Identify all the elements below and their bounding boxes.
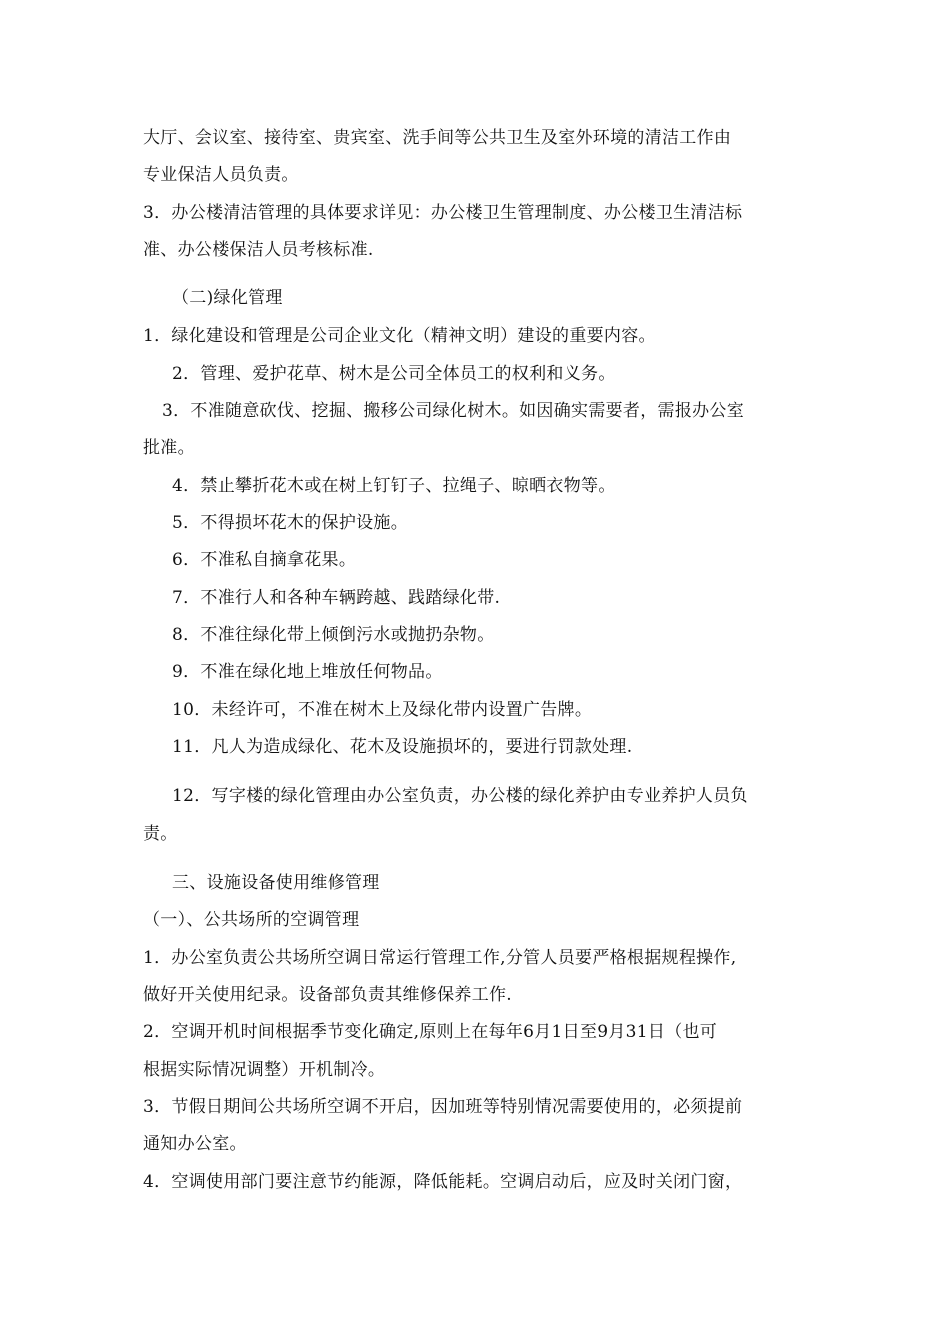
text-line: 专业保洁人员负责。 [143,165,299,185]
text-line: 根据实际情况调整）开机制冷。 [143,1060,386,1080]
text-line: 通知办公室。 [143,1134,247,1154]
text-line: 批准。 [143,438,195,458]
text-line: 2．管理、爱护花草、树木是公司全体员工的权利和义务。 [172,364,616,384]
text-line: 3．办公楼清洁管理的具体要求详见：办公楼卫生管理制度、办公楼卫生清洁标 [143,203,743,223]
text-line: 7．不准行人和各种车辆跨越、践踏绿化带. [172,588,501,608]
section-heading: 三、设施设备使用维修管理 [172,873,380,893]
text-line: 1．绿化建设和管理是公司企业文化（精神文明）建设的重要内容。 [143,326,656,346]
text-line: 11．凡人为造成绿化、花木及设施损坏的，要进行罚款处理. [172,737,633,757]
text-line: 10．未经许可，不准在树木上及绿化带内设置广告牌。 [172,700,593,720]
text-line: 12．写字楼的绿化管理由办公室负责，办公楼的绿化养护由专业养护人员负 [172,786,748,806]
text-line: 大厅、会议室、接待室、贵宾室、洗手间等公共卫生及室外环境的清洁工作由 [143,128,732,148]
text-line: 8．不准往绿化带上倾倒污水或抛扔杂物。 [172,625,495,645]
section-heading: （一）、公共场所的空调管理 [143,910,360,930]
text-line: 准、办公楼保洁人员考核标准. [143,240,374,260]
section-heading: （二)绿化管理 [172,288,283,308]
text-line: 4．空调使用部门要注意节约能源，降低能耗。空调启动后，应及时关闭门窗， [143,1172,743,1192]
text-line: 1．办公室负责公共场所空调日常运行管理工作,分管人员要严格根据规程操作, [143,948,737,968]
text-line: 做好开关使用纪录。设备部负责其维修保养工作. [143,985,513,1005]
text-line: 4．禁止攀折花木或在树上钉钉子、拉绳子、晾晒衣物等。 [172,476,616,496]
text-line: 责。 [143,824,178,844]
text-line: 6．不准私自摘拿花果。 [172,550,357,570]
text-line: 2．空调开机时间根据季节变化确定,原则上在每年6月1日至9月31日（也可 [143,1022,718,1042]
text-line: 5．不得损坏花木的保护设施。 [172,513,409,533]
text-line: 3．不准随意砍伐、挖掘、搬移公司绿化树木。如因确实需要者，需报办公室 [162,401,745,421]
text-line: 9．不准在绿化地上堆放任何物品。 [172,662,443,682]
text-line: 3．节假日期间公共场所空调不开启，因加班等特别情况需要使用的，必须提前 [143,1097,743,1117]
